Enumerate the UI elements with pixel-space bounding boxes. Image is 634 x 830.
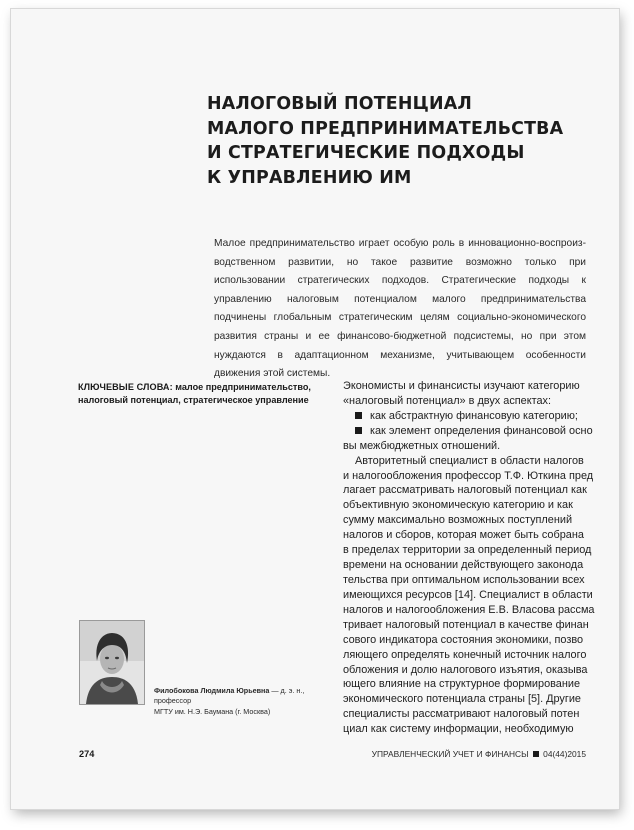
journal-running-footer <box>372 749 586 759</box>
body-line: тельства при оптимальном использовании всех <box>343 573 585 586</box>
separator-square-icon <box>533 751 539 757</box>
body-line: в пределах территории за определенный период <box>343 544 592 557</box>
title-line-4: К УПРАВЛЕНИЮ ИМ <box>207 167 412 188</box>
author-affiliation: МГТУ им. Н.Э. Баумана (г. Москва) <box>154 706 271 716</box>
body-line: циал как систему информации, необходимую <box>343 723 574 736</box>
body-line: ющего влияние на структурное формирование <box>343 678 581 691</box>
keywords-text: малое предпринимательство, налоговый потенциал, стратегическое управление <box>78 382 311 405</box>
body-line: объективную экономическую категорию и как <box>343 499 573 512</box>
bullet-item <box>343 424 593 439</box>
author-photo <box>79 620 145 705</box>
keywords-block <box>78 381 323 406</box>
title-line-2: МАЛОГО ПРЕДПРИНИМАТЕЛЬСТВА <box>207 118 564 139</box>
author-portrait-icon <box>80 621 144 704</box>
bullet-text: как абстрактную финансовую категорию; <box>370 409 578 422</box>
body-line: сового индикатора состояния экономики, позво <box>343 633 584 646</box>
bullet-text: как элемент определения финансовой осно <box>370 424 593 437</box>
bullet-item <box>343 409 593 424</box>
article-abstract: Малое предпринимательство играет особую роль в инновационно-воспроизводственном развитии, но такое развитие возможно только при использовании стратегических подходов. Стратегические подходы к управлению налоговым потенциалом малого предпринимательства подчинены глобальным стратегическим целям социально-экономического развития страны и ее финансово-бюджетной подсистемы, но при этом нуждаются в адаптационном механизме, учитывающем особенности движения этой системы. <box>214 238 586 380</box>
body-line: сумму максимально возможных поступлений <box>343 514 573 527</box>
body-line: налогов и сборов, которая может быть собрана <box>343 529 584 542</box>
body-line: налогов и налогообложения Е.В. Власова рассма <box>343 603 595 616</box>
title-line-3: И СТРАТЕГИЧЕСКИЕ ПОДХОДЫ <box>207 143 525 163</box>
journal-issue: 04(44)2015 <box>543 749 586 759</box>
page-number: 274 <box>79 749 95 759</box>
keywords-label: КЛЮЧЕВЫЕ СЛОВА: <box>78 382 173 392</box>
journal-name: УПРАВЛЕНЧЕСКИЙ УЧЕТ И ФИНАНСЫ <box>371 749 529 759</box>
body-line: экономического потенциала страны [5]. Другие <box>343 693 581 706</box>
bullet-continuation: вы межбюджетных отношений. <box>343 439 501 452</box>
body-line: обложения и долю налогового изъятия, оказыва <box>343 663 588 676</box>
body-line: имеющихся ресурсов [14]. Специалист в области <box>343 588 593 601</box>
author-info <box>154 686 334 717</box>
bullet-square-icon <box>355 427 362 434</box>
bullet-square-icon <box>355 412 362 419</box>
author-name: Филобокова Людмила Юрьевна <box>154 686 270 695</box>
body-line: специалисты рассматривают налоговый потен <box>343 708 580 721</box>
body-line: Экономисты и финансисты изучают категорию <box>343 380 580 392</box>
article-body <box>343 379 593 737</box>
body-line: и налогообложения профессор Т.Ф. Юткина пред <box>343 469 594 482</box>
author-degree: — д. э. н., профессор <box>154 686 305 706</box>
body-line: Авторитетный специалист в области налогов <box>355 454 584 467</box>
body-line: лагает рассматривать налоговый потенциал как <box>343 484 587 497</box>
body-line: тривает налоговый потенциал в качестве финан <box>343 618 589 631</box>
article-title <box>207 92 564 190</box>
body-line: ляющего определять конечный источник налого <box>343 648 587 661</box>
title-line-1: НАЛОГОВЫЙ ПОТЕНЦИАЛ <box>207 94 473 114</box>
body-line: «налоговый потенциал» в двух аспектах: <box>343 394 552 407</box>
body-line: времени на основании действующего законода <box>343 559 584 572</box>
